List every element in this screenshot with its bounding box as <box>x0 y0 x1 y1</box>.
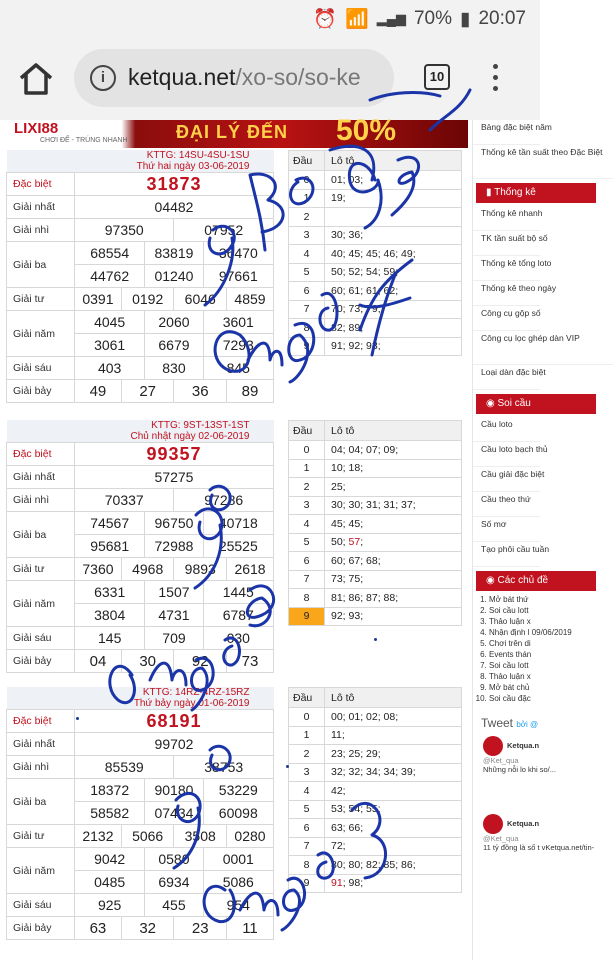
prize-number: 3601 <box>203 311 273 334</box>
loto-head: 4 <box>289 782 325 801</box>
prize-label: Giải sáu <box>7 357 75 380</box>
prize-label: Giải năm <box>7 311 75 357</box>
section-thongke[interactable]: ▮ Thống kê <box>476 183 596 203</box>
prize-number: 74567 <box>75 512 145 535</box>
loto-head: 3 <box>289 226 325 245</box>
status-bar <box>0 0 540 36</box>
topic-item[interactable]: 8. Thảo luận x <box>489 671 583 682</box>
info-icon[interactable]: i <box>90 65 116 91</box>
section-topics[interactable]: ◉ Các chủ đề <box>476 571 596 591</box>
prize-number: 2618 <box>227 558 274 581</box>
topic-item[interactable]: 3. Thảo luận x <box>489 616 583 627</box>
loto-head: 0 <box>289 171 325 190</box>
prize-number: 27 <box>121 380 174 403</box>
loto-head: 4 <box>289 515 325 534</box>
loto-values-label: Lô tô <box>325 151 462 171</box>
prize-number: 6331 <box>75 581 145 604</box>
loto-values: 72; <box>325 837 462 856</box>
signal-icon: ▂▄▆ <box>376 11 406 26</box>
loto-values: 91; 98; <box>325 874 462 893</box>
prize-label: Đặc biệt <box>7 173 75 196</box>
status-icons <box>313 7 526 31</box>
loto-values: 91; 92; 93; <box>325 337 462 356</box>
prize-number: 63 <box>75 917 122 940</box>
sidebar-link[interactable]: Loại dàn đặc biệt <box>473 365 540 390</box>
draw-date[interactable]: KTTG: 14RZ-4RZ-15RZ Thứ bảy ngày 01-06-2019 <box>7 687 274 710</box>
prize-number: 0580 <box>145 848 203 871</box>
loto-head: 0 <box>289 708 325 727</box>
loto-values: 30; 36; <box>325 226 462 245</box>
loto-head: 1 <box>289 189 325 208</box>
tweet-handle: @Ket_qua <box>483 834 519 843</box>
prize-number: 954 <box>203 894 273 917</box>
prize-number: 99357 <box>75 443 274 466</box>
prize-label: Giải năm <box>7 848 75 894</box>
loto-values: 10; 18; <box>325 459 462 478</box>
battery-percent: 70% <box>413 8 452 29</box>
prize-number: 83819 <box>145 242 203 265</box>
section-soicau[interactable]: ◉ Soi cầu <box>476 394 596 414</box>
prize-label: Giải nhì <box>7 489 75 512</box>
prize-label: Giải bảy <box>7 650 75 673</box>
prize-number: 3508 <box>174 825 227 848</box>
loto-head: 4 <box>289 245 325 264</box>
prize-label: Giải ba <box>7 512 75 558</box>
prize-number: 6934 <box>145 871 203 894</box>
prize-number: 925 <box>75 894 145 917</box>
loto-head: 5 <box>289 533 325 552</box>
loto-head: 7 <box>289 837 325 856</box>
tweet-text: 11 tỷ đồng là số t vKetqua.net/tin- <box>483 843 595 852</box>
sidebar-link[interactable]: Tạo phôi cầu tuần <box>473 542 540 567</box>
prize-label: Giải ba <box>7 779 75 825</box>
url-text[interactable]: ketqua.net/xo-so/so-ke <box>128 64 361 90</box>
prize-number: 01240 <box>145 265 203 288</box>
kttg-label: KTTG: 9ST-13ST-1ST <box>151 420 250 431</box>
prize-number: 5066 <box>121 825 174 848</box>
prize-number: 6679 <box>145 334 203 357</box>
prize-number: 4859 <box>227 288 274 311</box>
prize-number: 0280 <box>226 825 273 848</box>
sidebar-link[interactable]: TK tần suất bộ số <box>473 231 540 256</box>
prize-label: Giải bảy <box>7 917 75 940</box>
prize-number: 68554 <box>75 242 145 265</box>
banner-big-text: 50% <box>336 114 397 147</box>
loto-head: 1 <box>289 459 325 478</box>
prize-number: 49 <box>75 380 122 403</box>
prize-number: 4731 <box>145 604 203 627</box>
sidebar-link[interactable]: Thống kê tần suất theo Đặc Biệt <box>473 145 613 179</box>
draw-date[interactable]: KTTG: 14SU-4SU-1SU Thứ hai ngày 03-06-2019 <box>7 150 274 173</box>
sidebar-link[interactable]: Cầu theo thứ <box>473 492 540 517</box>
loto-head: 0 <box>289 441 325 460</box>
loto-head: 5 <box>289 263 325 282</box>
loto-values: 01; 03; <box>325 171 462 190</box>
loto-head-label: Đầu <box>289 151 325 171</box>
topic-item[interactable]: 10. Soi cầu đặc <box>489 693 583 704</box>
loto-head: 9 <box>289 874 325 893</box>
prize-number: 3061 <box>75 334 145 357</box>
loto-values: 23; 25; 29; <box>325 745 462 764</box>
prize-number: 04 <box>75 650 122 673</box>
prize-label: Đặc biệt <box>7 710 75 733</box>
prize-number: 3804 <box>75 604 145 627</box>
topic-item[interactable]: 9. Mở bát chủ <box>489 682 583 693</box>
prize-number: 31873 <box>75 173 274 196</box>
home-icon[interactable] <box>18 62 54 96</box>
prize-number: 030 <box>203 627 273 650</box>
loto-values: 19; <box>325 189 462 208</box>
prize-number: 36 <box>174 380 227 403</box>
sidebar-link[interactable]: Thống kê theo ngày <box>473 281 540 306</box>
sidebar-link[interactable]: Công cụ gộp số <box>473 306 540 331</box>
loto-values: 25; <box>325 478 462 497</box>
loto-head: 3 <box>289 496 325 515</box>
address-bar[interactable] <box>74 49 394 107</box>
prize-number: 0001 <box>203 848 273 871</box>
prize-number: 845 <box>203 357 273 380</box>
prize-number: 90180 <box>145 779 203 802</box>
loto-head: 6 <box>289 552 325 571</box>
prize-label: Giải năm <box>7 581 75 627</box>
loto-values-label: Lô tô <box>325 688 462 708</box>
prize-number: 58582 <box>75 802 145 825</box>
loto-values: 70; 73; 79; <box>325 300 462 319</box>
prize-number: 25525 <box>203 535 273 558</box>
loto-head: 2 <box>289 745 325 764</box>
clock: 20:07 <box>478 8 526 29</box>
loto-head: 8 <box>289 856 325 875</box>
prize-number: 73 <box>227 650 274 673</box>
loto-values: 81; 86; 87; 88; <box>325 589 462 608</box>
prize-number: 40718 <box>203 512 273 535</box>
prize-number: 455 <box>145 894 203 917</box>
sidebar-link[interactable]: Thống kê tổng loto <box>473 256 540 281</box>
prize-label: Giải sáu <box>7 894 75 917</box>
prize-number: 18372 <box>75 779 145 802</box>
prize-number: 6787 <box>203 604 273 627</box>
prize-number: 2132 <box>75 825 122 848</box>
prize-number: 85539 <box>75 756 174 779</box>
loto-values: 53; 54; 55; <box>325 800 462 819</box>
prize-number: 4045 <box>75 311 145 334</box>
prize-number: 9893 <box>174 558 227 581</box>
sidebar-link[interactable]: Công cụ lọc ghép dàn VIP <box>473 331 613 365</box>
prize-label: Giải sáu <box>7 627 75 650</box>
loto-values: 80; 80; 82; 85; 86; <box>325 856 462 875</box>
ink-dot <box>286 765 289 768</box>
prize-label: Giải nhì <box>7 219 75 242</box>
prize-number: 57275 <box>75 466 274 489</box>
prize-number: 23 <box>174 917 227 940</box>
prize-label: Giải nhì <box>7 756 75 779</box>
loto-head: 9 <box>289 337 325 356</box>
prize-label: Giải nhất <box>7 466 75 489</box>
prize-number: 0391 <box>75 288 122 311</box>
prize-number: 11 <box>226 917 273 940</box>
sidebar-link[interactable]: Cầu giải đặc biệt <box>473 467 540 492</box>
loto-values: 73; 75; <box>325 570 462 589</box>
prize-number: 7293 <box>203 334 273 357</box>
topic-item[interactable]: 6. Events thán <box>489 649 583 660</box>
loto-values: 42; <box>325 782 462 801</box>
draw-date[interactable]: KTTG: 9ST-13ST-1ST Chủ nhật ngày 02-06-2019 <box>7 420 274 443</box>
prize-number: 38753 <box>174 756 274 779</box>
prize-number: 145 <box>75 627 145 650</box>
loto-head: 7 <box>289 570 325 589</box>
prize-label: Giải tư <box>7 825 75 848</box>
loto-values: 04; 04; 07; 09; <box>325 441 462 460</box>
prize-number: 1445 <box>203 581 273 604</box>
loto-head: 1 <box>289 726 325 745</box>
prize-number: 830 <box>145 357 203 380</box>
prize-number: 04482 <box>75 196 274 219</box>
prize-number: 72988 <box>145 535 203 558</box>
loto-values: 30; 30; 31; 31; 37; <box>325 496 462 515</box>
overflow-menu-icon[interactable] <box>492 64 500 94</box>
topic-item[interactable]: 2. Soi cầu lott <box>489 605 583 616</box>
loto-head: 5 <box>289 800 325 819</box>
prize-number: 89 <box>227 380 274 403</box>
sidebar-link[interactable]: Bảng đặc biệt năm <box>473 120 540 145</box>
prize-number: 0192 <box>121 288 174 311</box>
loto-head-label: Đầu <box>289 421 325 441</box>
loto-head: 8 <box>289 319 325 338</box>
prize-label: Giải nhất <box>7 733 75 756</box>
loto-values: 11; <box>325 726 462 745</box>
ink-dot <box>76 717 79 720</box>
prize-number: 53229 <box>203 779 273 802</box>
prize-number: 07952 <box>174 219 274 242</box>
prize-number: 30 <box>121 650 174 673</box>
topic-item[interactable]: 7. Soi cầu lott <box>489 660 583 671</box>
prize-number: 95681 <box>75 535 145 558</box>
prize-number: 07434 <box>145 802 203 825</box>
loto-head: 6 <box>289 819 325 838</box>
topic-item[interactable]: 1. Mở bát thứ <box>489 594 583 605</box>
loto-head: 2 <box>289 208 325 227</box>
kttg-label: KTTG: 14SU-4SU-1SU <box>146 150 250 161</box>
prize-number: 70337 <box>75 489 174 512</box>
prize-number: 709 <box>145 627 203 650</box>
sidebar-link[interactable]: Cầu loto <box>473 417 540 442</box>
prize-number: 92 <box>174 650 227 673</box>
prize-number: 32 <box>121 917 174 940</box>
banner-promo: ĐẠI LÝ ĐẾN <box>176 122 289 142</box>
prize-number: 9042 <box>75 848 145 871</box>
prize-number: 96750 <box>145 512 203 535</box>
prize-number: 7360 <box>75 558 122 581</box>
loto-values: 92; 93; <box>325 607 462 626</box>
battery-icon: ▮ <box>459 8 471 30</box>
prize-number: 68191 <box>75 710 274 733</box>
prize-number: 97286 <box>174 489 274 512</box>
loto-head-label: Đầu <box>289 688 325 708</box>
prize-number: 5086 <box>203 871 273 894</box>
prize-label: Giải ba <box>7 242 75 288</box>
kttg-label: KTTG: 14RZ-4RZ-15RZ <box>142 687 250 698</box>
tab-switcher-button[interactable]: 10 <box>424 64 450 90</box>
prize-number: 2060 <box>145 311 203 334</box>
prize-label: Giải bảy <box>7 380 75 403</box>
loto-values: 60; 61; 61; 62; <box>325 282 462 301</box>
banner-logo: LIXI88 <box>14 120 59 137</box>
loto-values: 40; 45; 45; 46; 49; <box>325 245 462 264</box>
loto-head: 3 <box>289 763 325 782</box>
prize-number: 0485 <box>75 871 145 894</box>
loto-values: 50; 57; <box>325 533 462 552</box>
prize-label: Đặc biệt <box>7 443 75 466</box>
sidebar-link[interactable]: Thống kê nhanh <box>473 206 540 231</box>
loto-head: 9 <box>289 607 325 626</box>
prize-number: 99702 <box>75 733 274 756</box>
loto-values: 45; 45; <box>325 515 462 534</box>
tweet-text: Những nỗi lo khi so/... <box>483 765 556 774</box>
loto-head: 6 <box>289 282 325 301</box>
prize-number: 97661 <box>203 265 273 288</box>
loto-values: 50; 52; 54; 59; <box>325 263 462 282</box>
prize-label: Giải nhất <box>7 196 75 219</box>
prize-number: 6046 <box>174 288 227 311</box>
loto-values-label: Lô tô <box>325 421 462 441</box>
tweet-header: Tweet bởi @ <box>481 716 539 730</box>
prize-label: Giải tư <box>7 558 75 581</box>
loto-head: 8 <box>289 589 325 608</box>
prize-number: 403 <box>75 357 145 380</box>
tweet-author: Ketqua.n <box>507 818 540 828</box>
prize-number: 97350 <box>75 219 174 242</box>
page-content <box>0 114 603 960</box>
loto-values: 00; 01; 02; 08; <box>325 708 462 727</box>
prize-number: 44762 <box>75 265 145 288</box>
loto-head: 7 <box>289 300 325 319</box>
sidebar-link[interactable]: Số mơ <box>473 517 540 542</box>
sidebar-link[interactable]: Cầu loto bạch thủ <box>473 442 540 467</box>
banner-slogan: CHƠI ĐỂ - TRÚNG NHANH <box>40 137 128 144</box>
prize-number: 36470 <box>203 242 273 265</box>
wifi-icon: 📶 <box>345 9 369 30</box>
loto-values: 60; 67; 68; <box>325 552 462 571</box>
loto-values: 32; 32; 34; 34; 39; <box>325 763 462 782</box>
loto-values: 82; 89; <box>325 319 462 338</box>
topic-item[interactable]: 4. Nhận định l 09/06/2019 <box>489 627 583 638</box>
handwriting-overlay <box>0 120 540 960</box>
alarm-icon: ⏰ <box>313 9 338 30</box>
prize-number: 1507 <box>145 581 203 604</box>
tweet-author: Ketqua.n <box>507 740 540 750</box>
ink-dot <box>374 638 377 641</box>
topic-item[interactable]: 5. Chơi trên di <box>489 638 583 649</box>
prize-number: 4968 <box>121 558 174 581</box>
loto-head: 2 <box>289 478 325 497</box>
prize-label: Giải tư <box>7 288 75 311</box>
prize-number: 60098 <box>203 802 273 825</box>
loto-values: 63; 66; <box>325 819 462 838</box>
tweet-handle: @Ket_qua <box>483 756 519 765</box>
